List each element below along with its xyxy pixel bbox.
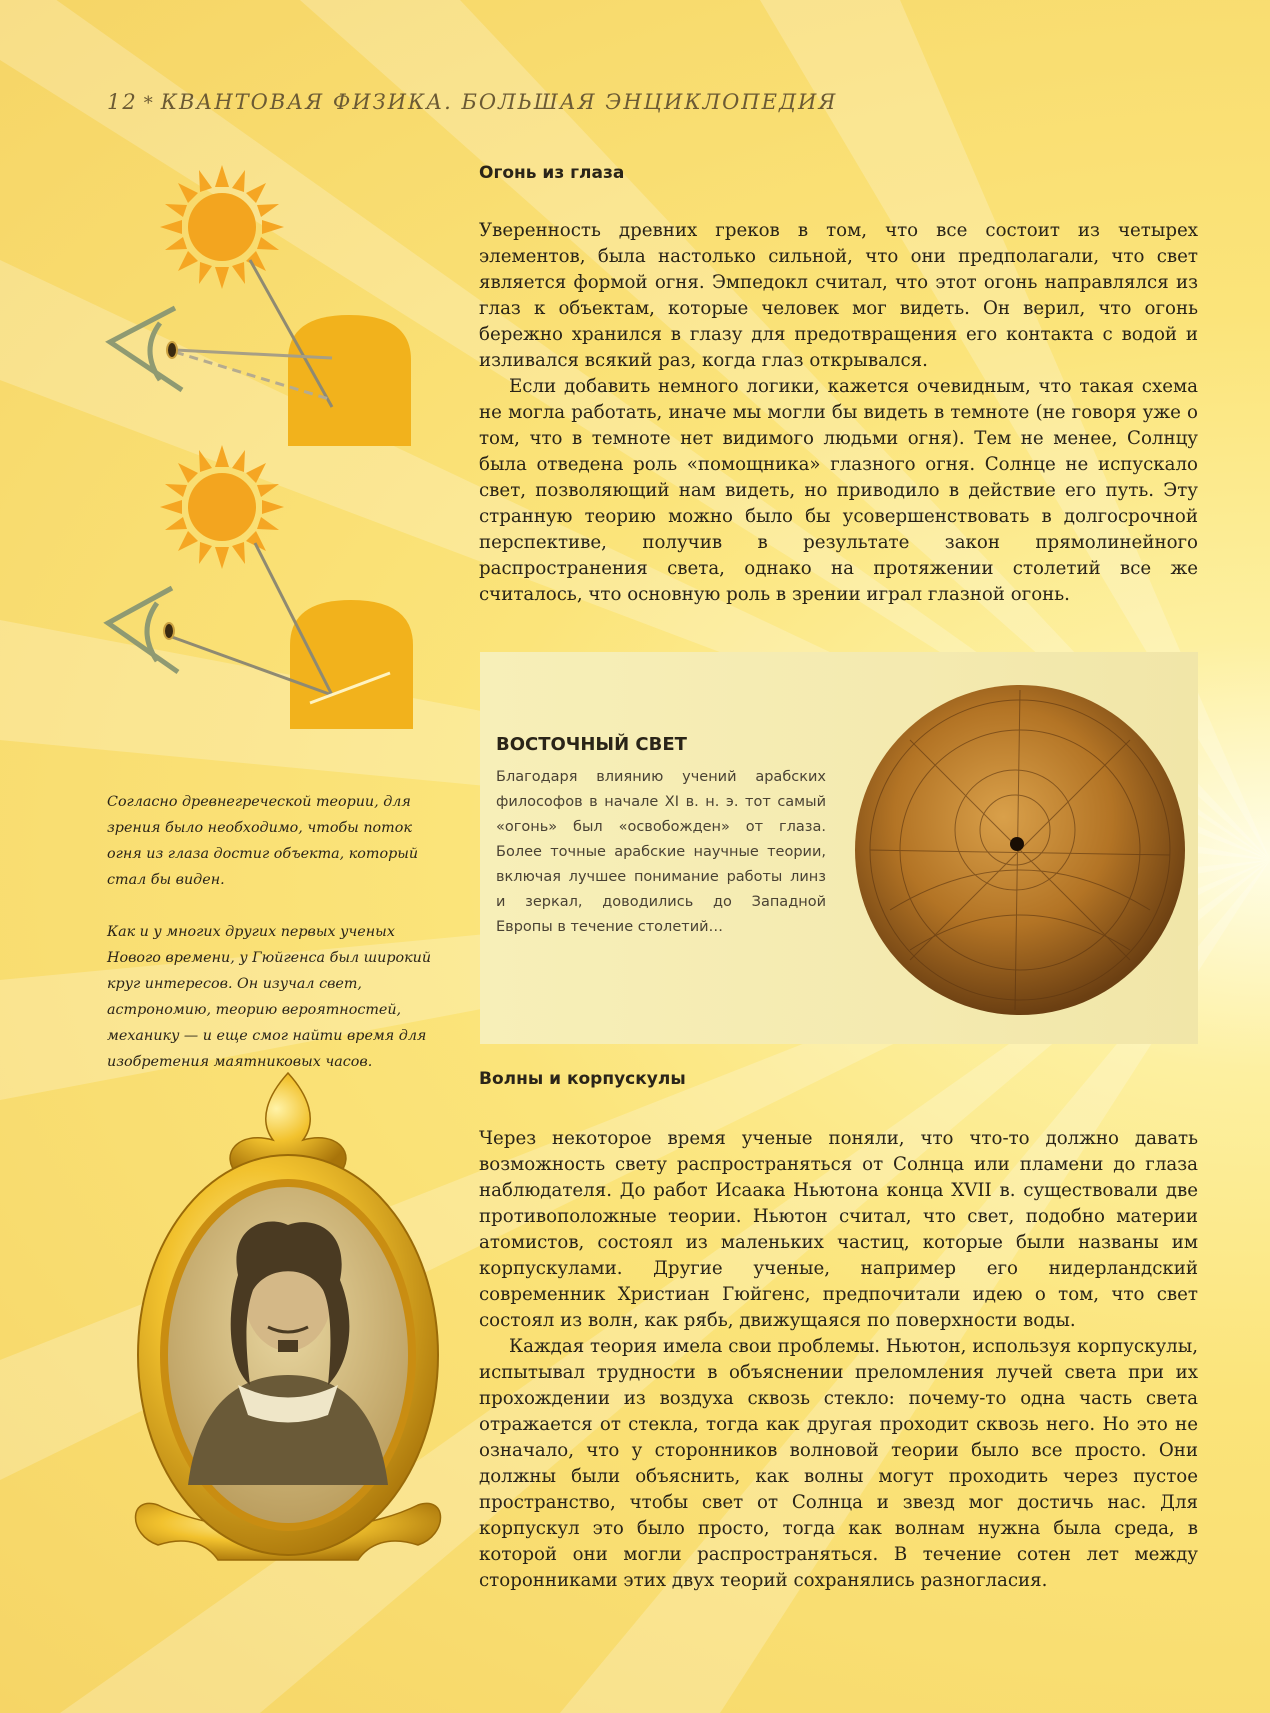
section-body-fire-from-eye <box>479 218 1198 608</box>
paragraph: Через некоторое время ученые поняли, что что-то должно давать возможность свету распространяться от Солнца или пламени до глаза наблюдателя. До работ Исаака Ньютона конца XVII в. существовали две противоположные теории. Ньютон считал, что свет, подобно материи атомистов, состоял из маленьких частиц, которые были названы им корпускулами. Другие ученые, например его нидерландский современник Христиан Гюйгенс, предпочитали идею о том, что свет состоял из волн, как рябь, движущаяся по поверхности воды. <box>479 1128 1198 1331</box>
paragraph: Уверенность древних греков в том, что все состоит из четырех элементов, была настолько сильной, что они предполагали, что свет является формой огня. Эмпедокл считал, что этот огонь направлялся из глаз к объектам, которые человек мог видеть. Он верил, что огонь бережно хранился в глазу для предотвращения его контакта с водой и изливался всякий раз, когда глаз открывался. <box>479 220 1198 371</box>
eye-icon <box>108 588 178 672</box>
book-title: КВАНТОВАЯ ФИЗИКА. БОЛЬШАЯ ЭНЦИКЛОПЕДИЯ <box>160 90 838 114</box>
sun-icon <box>160 445 284 569</box>
page-number: 12 <box>107 90 138 114</box>
captions <box>107 789 447 1101</box>
object-shape <box>288 315 411 446</box>
running-header <box>107 90 837 114</box>
sidebar-box-text: Благодаря влиянию учений арабских философов в начале XI в. н. э. тот самый «огонь» был «освобожден» от глаза. Более точные арабские научные теории, включая лучшее понимание работы линз и зеркал, доводились до Западной Европы в течение столетий… <box>496 769 826 935</box>
section-body-waves-corpuscles <box>479 1126 1198 1594</box>
paragraph: Каждая теория имела свои проблемы. Ньютон, используя корпускулы, испытывал трудности в объяснении преломления лучей света при их прохождении из воздуха сквозь стекло: почему-то одна часть света отражается от стекла, тогда как другая проходит сквозь него. Но это не означало, что у сторонников волновой теории было все просто. Они должны были объяснить, как волны могут проходить через пустое пространство, чтобы свет от Солнца и звезд мог достичь нас. Для корпускул это было просто, тогда как волнам нужна была среда, в которой они могли распространяться. В течение сотен лет между сторонниками этих двух теорий сохранялись разногласия. <box>479 1336 1198 1591</box>
eye-fire-diagram-top <box>100 160 430 450</box>
header-separator: * <box>143 93 155 114</box>
eye-icon <box>110 308 182 390</box>
caption-huygens: Как и у многих других первых ученых Нового времени, у Гюйгенса был широкий круг интересов. Он изучал свет, астрономию, теорию вероятностей, механику — и еще смог найти время для изобретения маятниковых часов. <box>107 924 432 1070</box>
eye-fire-diagram-bottom <box>100 445 430 735</box>
object-shape <box>290 600 413 729</box>
caption-greek-theory: Согласно древнегреческой теории, для зрения было необходимо, чтобы поток огня из глаза достиг объекта, который стал бы виден. <box>107 794 419 888</box>
astrolabe-image <box>850 680 1190 1020</box>
sun-icon <box>160 165 284 289</box>
paragraph: Если добавить немного логики, кажется очевидным, что такая схема не могла работать, иначе мы могли бы видеть в темноте (не говоря уже о том, что в темноте нет видимого людьми огня). Тем не менее, Солнцу была отведена роль «помощника» глазного огня. Солнце не испускало свет, позволяющий нам видеть, но приводило в действие его путь. Эту странную теорию можно было бы усовершенствовать в долгосрочной перспективе, получив в результате закон прямолинейного распространения света, однако на протяжении столетий все же считалось, что основную роль в зрении играл глазной огонь. <box>479 376 1198 605</box>
section-title-waves-corpuscles: Волны и корпускулы <box>479 1069 686 1089</box>
huygens-portrait <box>118 1065 458 1565</box>
section-title-fire-from-eye: Огонь из глаза <box>479 163 625 183</box>
sidebar-box-eastern-light <box>480 652 1198 1044</box>
sidebar-box-title: ВОСТОЧНЫЙ СВЕТ <box>496 734 687 755</box>
